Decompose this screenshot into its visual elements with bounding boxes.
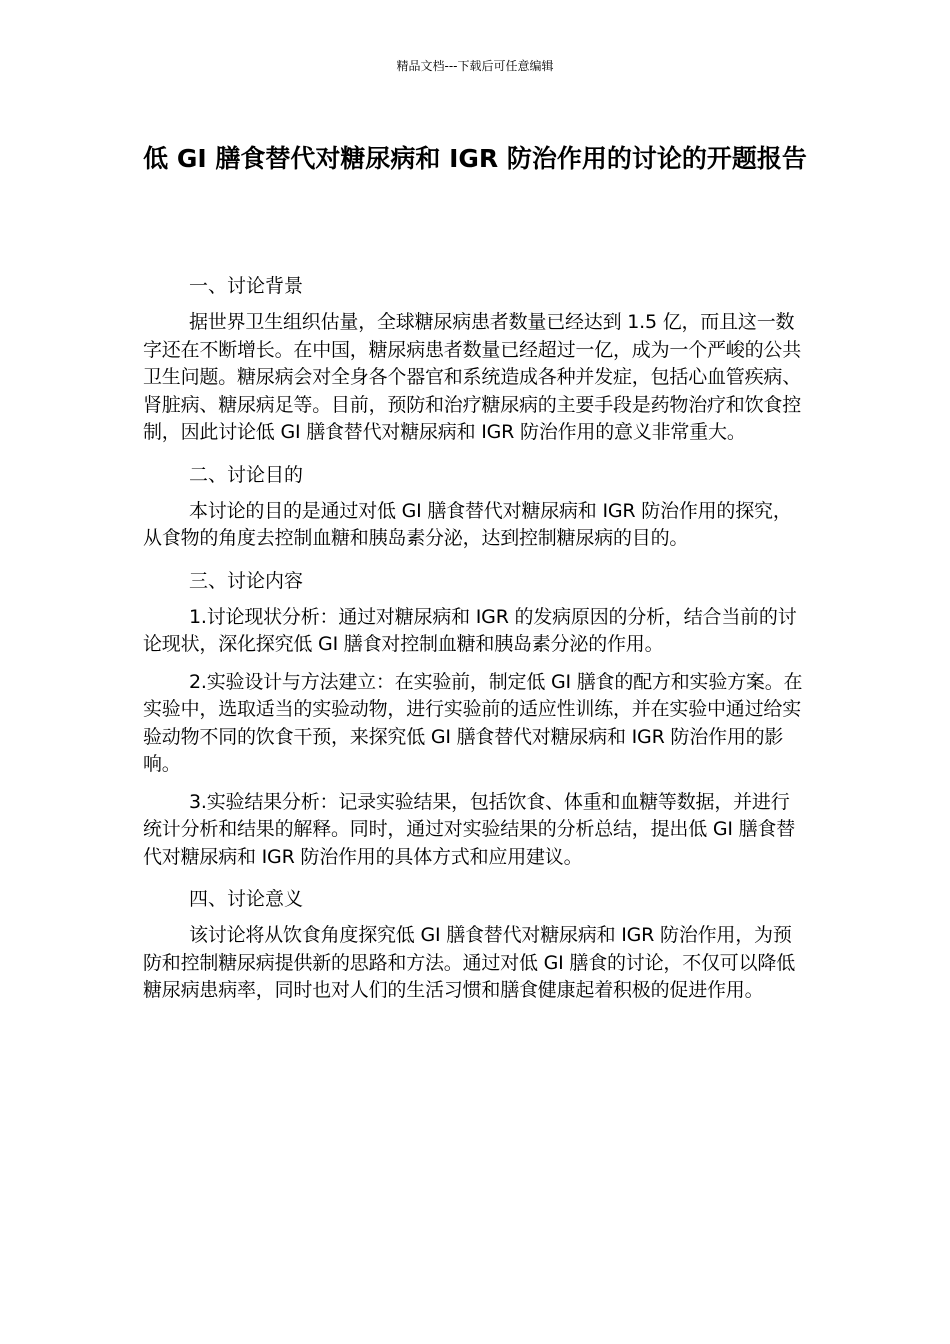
section-purpose [143,457,807,553]
section-significance [143,881,807,1005]
section-heading: 二、讨论目的 [189,463,304,486]
paragraph: 本讨论的目的是通过对低 GI 膳食替代对糖尿病和 IGR 防治作用的探究，从食物的角度去控制血糖和胰岛素分泌，达到控制糖尿病的目的。 [143,499,792,549]
paragraph: 3.实验结果分析：记录实验结果，包括饮食、体重和血糖等数据，并进行统计分析和结果的解释。同时，通过对实验结果的分析总结，提出低 GI 膳食替代对糖尿病和 IGR 防治作用的具体方式和应用建议。 [143,790,796,868]
paragraph: 1.讨论现状分析：通过对糖尿病和 IGR 的发病原因的分析，结合当前的讨论现状，深化探究低 GI 膳食对控制血糖和胰岛素分泌的作用。 [143,605,797,655]
section-background [143,268,807,447]
document-title: 低 GI 膳食替代对糖尿病和 IGR 防治作用的讨论的开题报告 [143,144,807,173]
paragraph: 该讨论将从饮食角度探究低 GI 膳食替代对糖尿病和 IGR 防治作用，为预防和控制糖尿病提供新的思路和方法。通过对低 GI 膳食的讨论，不仅可以降低糖尿病患病率，同时也对人们的生活习惯和膳食健康起着积极的促进作用。 [143,924,796,1001]
paragraph: 2.实验设计与方法建立：在实验前，制定低 GI 膳食的配方和实验方案。在实验中，选取适当的实验动物，进行实验前的适应性训练，并在实验中通过给实验动物不同的饮食干预，来探究低 GI 膳食替代对糖尿病和 IGR 防治作用的影响。 [143,670,803,775]
section-heading: 四、讨论意义 [189,888,304,910]
page-header: 精品文档---下载后可任意编辑 [396,59,554,73]
section-content [143,563,807,872]
document-body [143,268,807,1015]
section-heading: 一、讨论背景 [189,275,304,297]
paragraph: 据世界卫生组织估量，全球糖尿病患者数量已经达到 1.5 亿，而且这一数字还在不断增长。在中国，糖尿病患者数量已经超过一亿，成为一个严峻的公共卫生问题。糖尿病会对全身各个器官和系统造成各种并发症，包括心血管疾病、肾脏病、糖尿病足等。目前，预防和治疗糖尿病的主要手段是药物治疗和饮食控制，因此讨论低 GI 膳食替代对糖尿病和 IGR 防治作用的意义非常重大。 [143,311,802,443]
section-heading: 三、讨论内容 [189,569,304,592]
